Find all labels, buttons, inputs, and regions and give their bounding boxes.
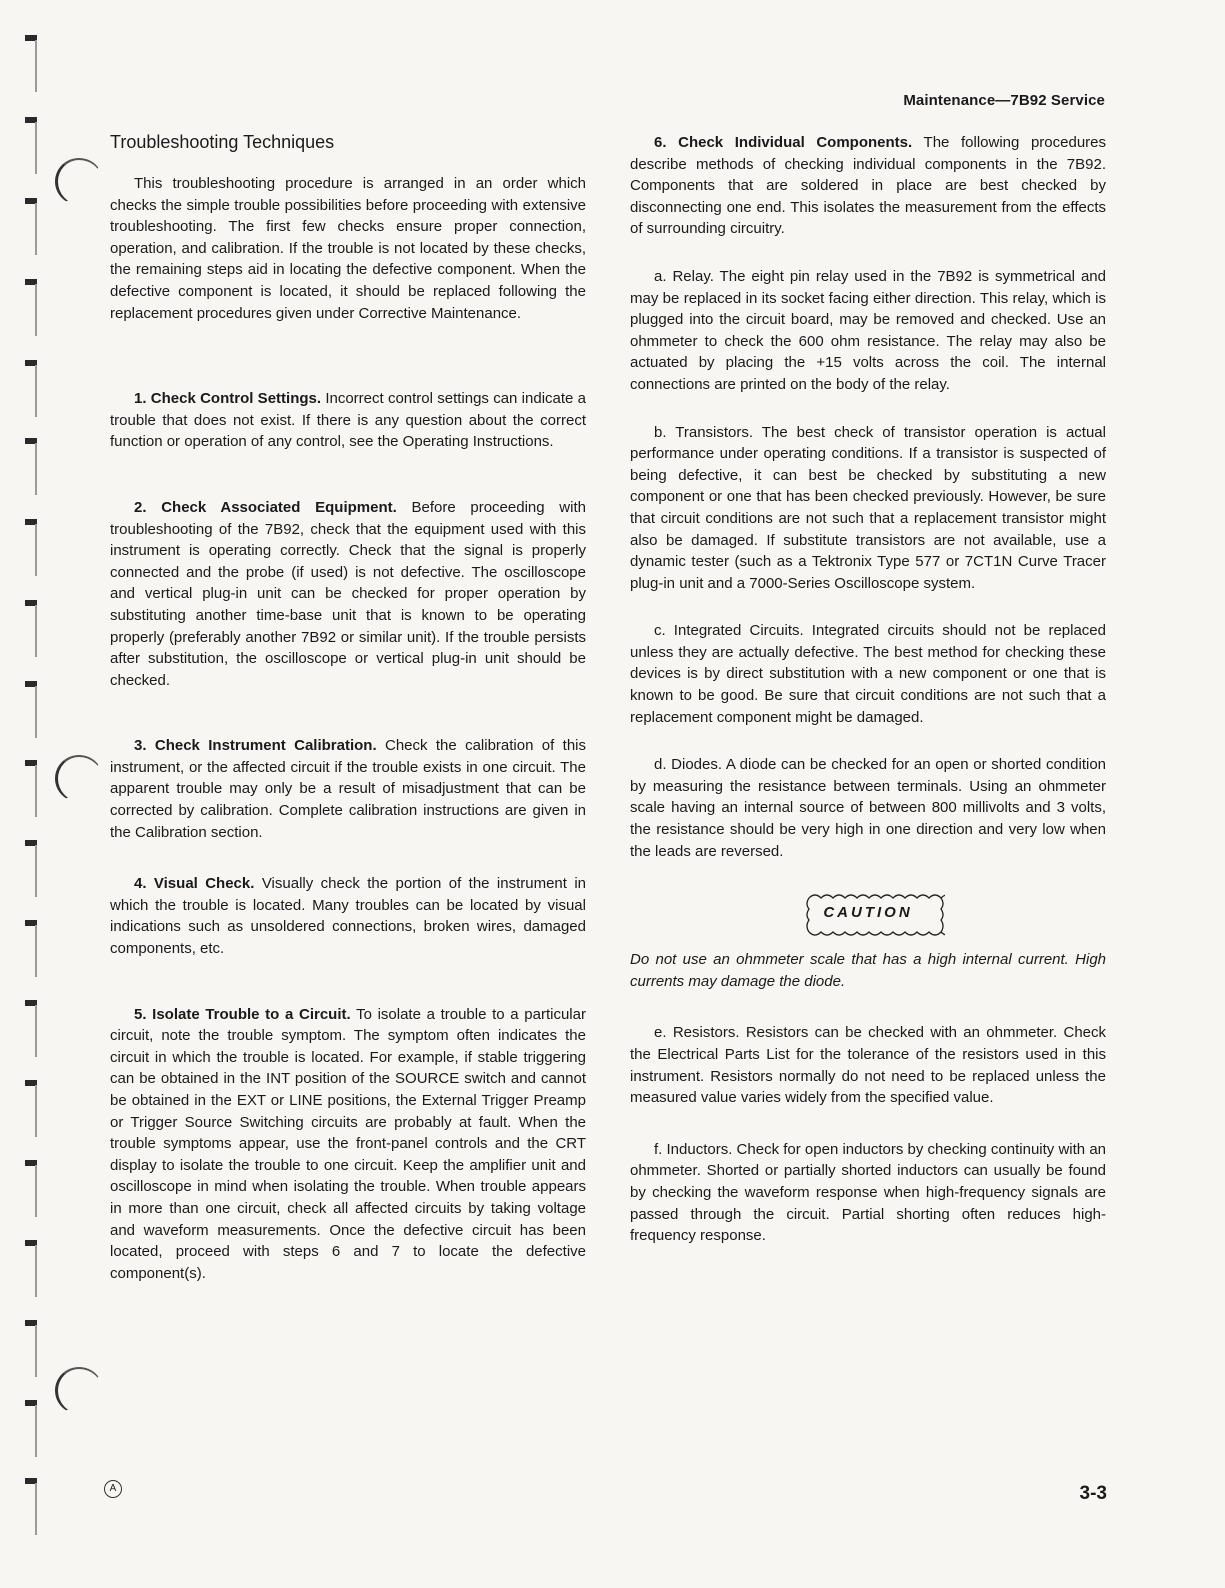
section-title: Troubleshooting Techniques	[110, 132, 335, 152]
step-heading: 2. Check Associated Equipment.	[134, 498, 397, 516]
step-heading: 1. Check Control Settings.	[134, 390, 322, 408]
running-header: Maintenance—7B92 Service	[903, 92, 1105, 109]
caution-block	[630, 892, 1106, 933]
page-number: 3-3	[1079, 1483, 1107, 1504]
step-1	[110, 388, 586, 453]
step-3	[110, 735, 586, 843]
left-column	[110, 132, 586, 1284]
binder-tabs	[0, 0, 60, 1588]
step-text: Before proceeding with troubleshooting of the 7B92, check that the equipment used with this instrument is operating correctly. Check that the signal is properly connected and the probe (if used) is not defective. The oscilloscope and vertical plug-in unit can be checked for proper operation by substituting another time-base unit that is known to be operating properly (preferably another 7B92 or similar unit). If the trouble persists after substitution, the oscilloscope or vertical plug-in unit should be checked.	[110, 498, 586, 689]
binder-hole	[55, 1367, 103, 1414]
step-heading: 3. Check Instrument Calibration.	[134, 737, 377, 755]
caution-label: CAUTION	[823, 904, 913, 922]
step-text: To isolate a trouble to a particular circuit, note the trouble symptom. The symptom often indicates the circuit in which the trouble is located. For example, if stable triggering can be obtained in the INT position of the SOURCE switch and cannot be obtained in the EXT or LINE positions, the External Trigger Preamp or Trigger Source Switching circuits are probably at fault. When the trouble symptoms appear, use the front-panel controls and the CRT display to isolate the trouble to one circuit. Keep the amplifier unit and oscilloscope in mind when isolating the trouble. When trouble appears in more than one circuit, check all affected circuits by taking voltage and waveform measurements. Once the defective circuit has been located, proceed with steps 6 and 7 to locate the defective component(s).	[110, 1005, 586, 1282]
step-heading: 6. Check Individual Components.	[654, 134, 913, 151]
right-column	[630, 132, 1106, 1247]
integrated-circuits-paragraph: c. Integrated Circuits. Integrated circuits should not be replaced unless they are actually defective. The best method for checking these devices is by direct substitution with a new component or one that is known to be good. Be sure that circuit conditions are not such that a replacement component might be damaged.	[630, 622, 1106, 726]
step-text: Visually check the portion of the instrument in which the trouble is located. Many troubles can be located by visual indications such as unsoldered connections, broken wires, damaged components, etc.	[110, 875, 586, 958]
step-heading: 5. Isolate Trouble to a Circuit.	[134, 1005, 351, 1023]
intro-paragraph: This troubleshooting procedure is arranged in an order which checks the simple trouble possibilities before proceeding with extensive troubleshooting. The first few checks ensure proper connection, operation, and calibration. If the trouble is not located by these checks, the remaining steps aid in locating the defective component. When the defective component is located, it should be replaced following the replacement procedures given under Corrective Maintenance.	[110, 175, 586, 322]
caution-box	[805, 892, 930, 933]
step-text: Check the calibration of this instrument, or the affected circuit if the trouble exists in one circuit. The apparent trouble may only be a result of misadjustment that can be corrected by calibration. Complete calibration instructions are given in the Calibration section.	[110, 737, 587, 841]
step-4	[110, 873, 586, 959]
resistors-paragraph: e. Resistors. Resistors can be checked with an ohmmeter. Check the Electrical Parts List for the tolerance of the resistors used in this instrument. Resistors normally do not need to be replaced unless the measured value varies widely from the specified value.	[630, 1024, 1106, 1107]
inductors-paragraph: f. Inductors. Check for open inductors by checking continuity with an ohmmeter. Shorted or partially shorted inductors can usually be found by checking the waveform response when high-frequency signals are passed through the circuit. Partial shorting often reduces high-frequency response.	[630, 1140, 1106, 1245]
binder-hole	[55, 755, 103, 802]
step-5	[110, 1004, 586, 1285]
transistors-paragraph: b. Transistors. The best check of transistor operation is actual performance under operating conditions. If a transistor is suspected of being defective, it can best be checked by substituting a new component or one that has been checked previously. However, be sure that circuit conditions are not such that a replacement transistor might also be damaged. If substitute transistors are not available, use a dynamic tester (such as a Tektronix Type 577 or 7CT1N Curve Tracer plug-in unit and a 7000-Series Oscilloscope system.	[630, 423, 1106, 592]
caution-text: Do not use an ohmmeter scale that has a high internal current. High currents may damage the diode.	[630, 951, 1106, 990]
step-6	[630, 132, 1106, 240]
publisher-logo-icon: A	[104, 1480, 122, 1498]
step-text: The following procedures describe methods of checking individual components in the 7B92. Components that are soldered in place are best checked by disconnecting one end. This isolates the measurement from the effects of surrounding circuitry.	[630, 134, 1106, 238]
binder-hole	[55, 158, 103, 205]
diodes-paragraph: d. Diodes. A diode can be checked for an open or shorted condition by measuring the resistance between terminals. Using an ohmmeter scale having an internal source of between 800 millivolts and 3 volts, the resistance should be very high in one direction and very low when the leads are reversed.	[630, 756, 1106, 860]
step-2	[110, 497, 586, 691]
step-heading: 4. Visual Check.	[134, 875, 255, 893]
step-text: Incorrect control settings can indicate a trouble that does not exist. If there is any question about the correct function or operation of any control, see the Operating Instructions.	[110, 390, 586, 451]
relay-paragraph: a. Relay. The eight pin relay used in the 7B92 is symmetrical and may be replaced in its socket facing either direction. This relay, which is plugged into the circuit board, may be removed and checked. Use an ohmmeter to check the 600 ohm resistance. The relay may also be actuated by placing the +15 volts across the coil. The internal connections are printed on the body of the relay.	[630, 267, 1106, 393]
